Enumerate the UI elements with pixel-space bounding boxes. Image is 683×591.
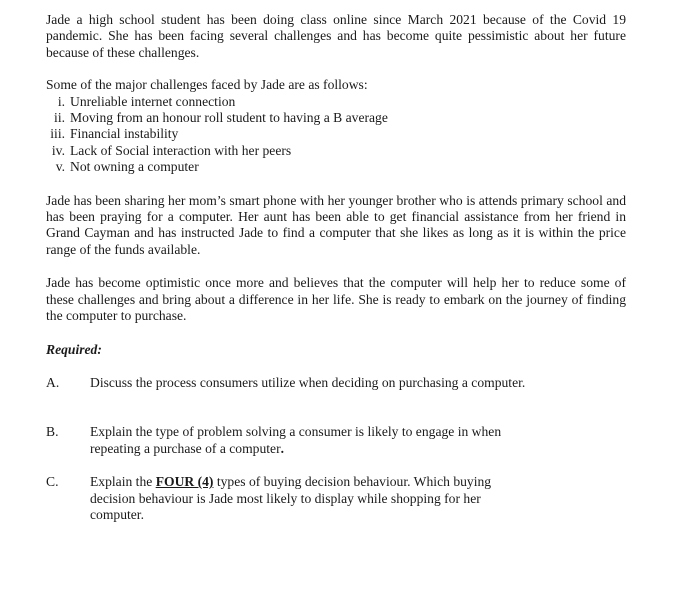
- challenges-intro: Some of the major challenges faced by Jade are as follows:: [46, 77, 368, 93]
- question-letter: A.: [46, 374, 60, 390]
- list-item: [46, 110, 626, 126]
- list-item-text: Unreliable internet connection: [70, 93, 236, 109]
- question-text-period: .: [280, 440, 285, 456]
- list-item-text: Not owning a computer: [70, 159, 199, 175]
- question-text-before: Explain the: [90, 474, 156, 490]
- question-letter: C.: [46, 474, 59, 490]
- list-item-number: v.: [55, 159, 65, 175]
- question-text-body: Explain the type of problem solving a consumer is likely to engage in when repeating a purchase of a computer: [90, 424, 502, 456]
- challenges-list: [46, 94, 626, 176]
- question-c: [46, 474, 626, 523]
- list-item-text: Lack of Social interaction with her peers: [70, 142, 292, 158]
- list-item-number: i.: [57, 93, 65, 109]
- phone-sharing-paragraph: Jade has been sharing her mom’s smart phone with her younger brother who is attends primary school and has been praying for a computer. Her aunt has been able to get financial assistance from her friend in Grand Cayman and has instructed Jade to find a computer that she likes as long as it is within the price range of the funds available.: [46, 192, 626, 257]
- question-text: Discuss the process consumers utilize when deciding on purchasing a computer.: [90, 374, 526, 390]
- list-item-number: ii.: [54, 110, 65, 126]
- question-a: [46, 375, 626, 391]
- document-page: [46, 12, 626, 523]
- question-text-after: types of buying decision behaviour. Which buying decision behaviour is Jade most likely to display while shopping for her computer.: [90, 474, 492, 522]
- list-item: [46, 126, 626, 142]
- list-item-text: Financial instability: [70, 126, 179, 142]
- list-item: [46, 143, 626, 159]
- optimism-paragraph: Jade has become optimistic once more and believes that the computer will help her to reduce some of these challenges and bring about a difference in her life. She is ready to embark on the journey of finding the computer to purchase.: [46, 275, 626, 324]
- required-heading: Required:: [46, 341, 102, 357]
- list-item: [46, 94, 626, 110]
- list-item-number: iv.: [51, 142, 65, 158]
- intro-paragraph: Jade a high school student has been doing class online since March 2021 because of the Covid 19 pandemic. She has been facing several challenges and has become quite pessimistic about her future because of these challenges.: [46, 12, 626, 60]
- question-text: [90, 474, 530, 523]
- emphasized-count: FOUR (4): [155, 474, 214, 490]
- list-item: [46, 159, 626, 175]
- list-item-number: iii.: [50, 126, 65, 142]
- list-item-text: Moving from an honour roll student to having a B average: [70, 110, 388, 126]
- question-text: [90, 424, 530, 457]
- question-b: [46, 424, 626, 457]
- question-letter: B.: [46, 424, 59, 440]
